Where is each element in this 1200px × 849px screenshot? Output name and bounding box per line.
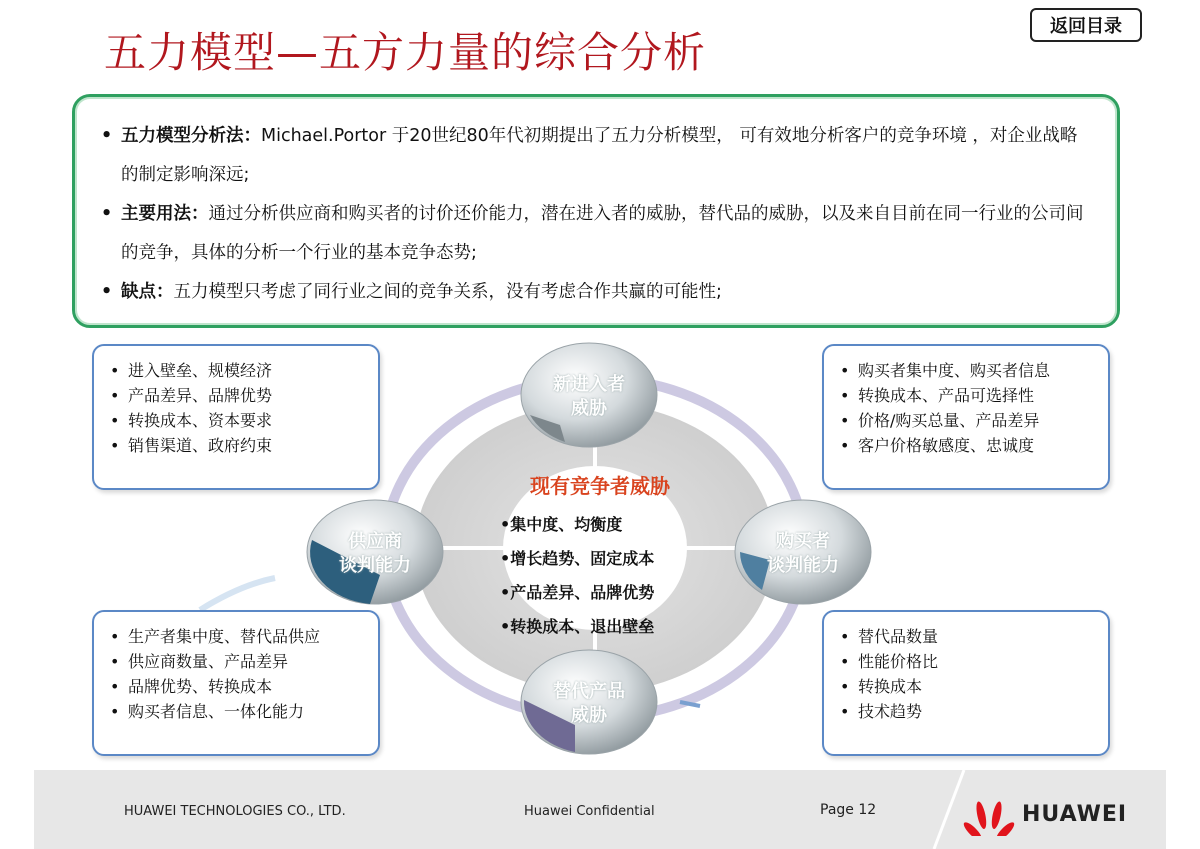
footer-logo-text: HUAWEI [1022,802,1128,827]
center-item: •集中度、均衡度 [500,515,623,534]
intro-label: 缺点： [121,282,174,302]
list-item: • 购买者集中度、购买者信息 [836,358,1098,383]
node-left-label [320,530,430,578]
node-top-label [539,373,639,421]
list-item: • 供应商数量、产品差异 [106,649,368,674]
box-substitutes [822,610,1110,756]
decorative-arc [200,578,275,610]
center-item: •转换成本、退出壁垒 [500,617,655,636]
list-item: • 进入壁垒、规模经济 [106,358,368,383]
intro-label: 五力模型分析法： [121,126,261,146]
back-to-contents-button[interactable]: 返回目录 [1030,8,1142,42]
huawei-petal-logo-icon [962,792,1016,836]
center-item: •产品差异、品牌优势 [500,583,655,602]
node-label-line: 谈判能力 [339,555,411,576]
list-item: • 产品差异、品牌优势 [106,383,368,408]
list-item: • 转换成本、产品可选择性 [836,383,1098,408]
list-item: • 销售渠道、政府约束 [106,433,368,458]
node-label-line: 谈判能力 [767,555,839,576]
node-label-line: 替代产品 [553,681,625,702]
center-title: 现有竞争者威胁 [530,474,670,498]
node-label-line: 供应商 [348,531,402,552]
footer-confidential: Huawei Confidential [524,804,655,819]
node-label-line: 威胁 [571,398,607,419]
page-number: Page 12 [820,802,877,818]
node-label-line: 新进入者 [553,374,625,395]
list-item: • 转换成本、资本要求 [106,408,368,433]
node-label-line: 威胁 [571,705,607,726]
intro-text: 通过分析供应商和购买者的讨价还价能力，潜在进入者的威胁，替代品的威胁，以及来自目前在同一行业的公司间的竞争，具体的分析一个行业的基本竞争态势; [121,204,1084,263]
intro-text: 五力模型只考虑了同行业之间的竞争关系，没有考虑合作共赢的可能性; [173,282,722,302]
list-item: • 性能价格比 [836,649,1098,674]
page-title: 五力模型—五方力量的综合分析 [104,28,707,77]
node-bottom-label [534,680,644,728]
node-label-line: 购买者 [776,531,830,552]
list-item: • 价格/购买总量、产品差异 [836,408,1098,433]
intro-label: 主要用法： [121,204,209,224]
list-item: • 客户价格敏感度、忠诚度 [836,433,1098,458]
list-item: • 技术趋势 [836,699,1098,724]
footer [34,770,1166,849]
center-item: •增长趋势、固定成本 [500,549,655,568]
list-item: • 生产者集中度、替代品供应 [106,624,368,649]
intro-text: Michael.Portor 于20世纪80年代初期提出了五力分析模型， 可有效地分析客户的竞争环境 ，对企业战略的制定影响深远; [121,126,1078,185]
box-buyers [822,344,1110,490]
footer-company: HUAWEI TECHNOLOGIES CO., LTD. [124,804,346,819]
list-item: • 替代品数量 [836,624,1098,649]
list-item: • 品牌优势、转换成本 [106,674,368,699]
node-right-label [748,530,858,578]
list-item: • 购买者信息、一体化能力 [106,699,368,724]
box-suppliers [92,610,380,756]
list-item: • 转换成本 [836,674,1098,699]
box-new-entrants [92,344,380,490]
center-list [500,508,654,644]
